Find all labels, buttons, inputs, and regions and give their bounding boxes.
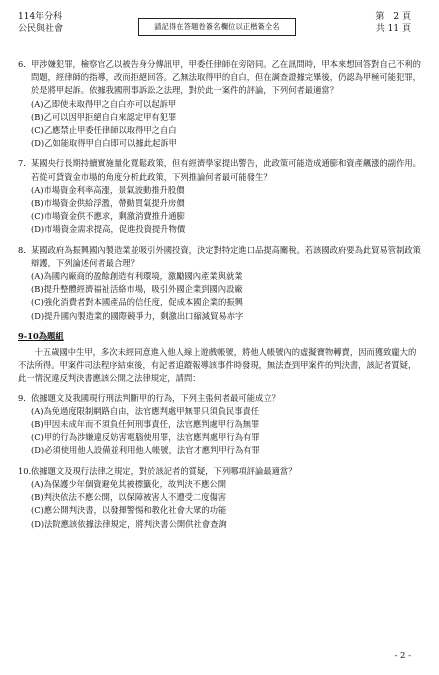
- answer-option: (D)必須使用他人設備並利用他人帳號，法官才應判甲行為有罪: [31, 445, 260, 456]
- group-passage: 十五歲國中生甲，多次未經同意進入他人線上遊戲帳號，將他人帳號內的虛擬寶物轉賣，因而獲致龐大的不法所得。甲案件司法程序結束後，有記者追蹤報導該事件時發現，無法查到甲案件的判決書，該記者質疑，此一情況違反判決書應該公開之法律規定，請問：: [18, 347, 417, 384]
- question: [18, 157, 424, 236]
- answer-option: (C)強化消費者對本國產品的信任度，促成本國企業的振興: [31, 297, 243, 308]
- answer-option: (A)市場資金利率高漲，景氣波動推升股價: [31, 184, 185, 195]
- group-label: 9-10為題組: [18, 330, 64, 341]
- question-stem: [18, 244, 424, 270]
- option-list: [31, 270, 424, 323]
- answer-option: (D)市場資金需求提高，促進投資提升物價: [31, 224, 186, 235]
- question-number: 8.: [18, 244, 26, 255]
- answer-option: (B)判決依法不應公開，以保障被害人不遭受二度傷害: [31, 492, 227, 503]
- question-text: 甲涉嫌犯罪，檢察官乙以被告身分傳訊甲，甲委任律師在旁陪同。乙在訊問時，甲本來想回答對自己不利的問題，經律師的指導，改而拒絕回答。乙無法取得甲的自白，但在調查證據完畢後，仍認為甲極可能犯罪，於是將甲起訴。依據我國刑事訴訟之法理，對於此一案件的評論，下列何者最適當？: [31, 59, 421, 96]
- answer-option: (C)市場資金供不應求，剩激消費推升通膨: [31, 211, 185, 222]
- question-text: 某國央行長期持續實施量化寬鬆政策，但有經濟學家提出警告，此政策可能造成通膨和資產飆漲的副作用。若從可貸資金市場的角度分析此政策，下列推論何者最可能發生？: [31, 158, 421, 182]
- question-stem: [18, 465, 424, 478]
- page-header: [0, 0, 439, 46]
- exam-info: [18, 11, 63, 35]
- answer-option: (A)為免過度限制網路自由，法官應判處甲無罪只須負民事責任: [31, 405, 260, 416]
- question: [18, 244, 424, 323]
- question-stem: [18, 392, 424, 405]
- total-pages: 共 11 頁: [375, 24, 411, 34]
- question-text: 依據題文及我國現行刑法判斷甲的行為，下列主張何者最可能成立？: [31, 392, 280, 403]
- answer-option: (C)甲的行為涉嫌違反妨害電腦使用罪，法官應判處甲行為有罪: [31, 432, 260, 443]
- answer-option: (B)乙可以因甲拒絕自白來認定甲有犯罪: [31, 111, 177, 122]
- option-list: [31, 98, 424, 151]
- question-stem: [18, 157, 424, 183]
- exam-body: [18, 58, 424, 538]
- question-text: 依據題文及現行法律之規定，對於該記者的質疑，下列哪項評論最適當？: [31, 465, 297, 476]
- question-stem: [18, 58, 424, 98]
- option-list: [31, 184, 424, 237]
- answer-option: (B)甲因未成年而不須負任何刑事責任，法官應判處甲行為無罪: [31, 419, 260, 430]
- question: [18, 465, 424, 531]
- question-number: 6.: [18, 59, 26, 69]
- question: [18, 392, 424, 458]
- page-footer: - 2 -: [394, 651, 411, 661]
- option-list: [31, 478, 424, 531]
- page-count: [375, 11, 411, 35]
- answer-option: (A)為國內廠商的盈餘創造有利環境，激勵國內產業與就業: [31, 271, 243, 282]
- answer-option: (B)提升整體經濟福祉活絡市場，吸引外國企業到國內設廠: [31, 284, 243, 295]
- question-number: 9.: [18, 392, 26, 403]
- answer-option: (D)法院應該依據法律規定，將判決書公開供社會查詢: [31, 518, 227, 529]
- page-number: 第 2 頁: [375, 12, 411, 22]
- answer-option: (D)乙如能取得甲自白即可以據此起訴甲: [31, 138, 177, 149]
- signature-notice-box: 請記得在答題卷簽名欄位以正楷簽全名: [138, 18, 296, 36]
- question-text: 某國政府為振興國內製造業並吸引外國投資，決定對特定進口品提高關稅。若該國政府要為此貿易管制政策辯護，下列論述何者最合理？: [31, 244, 421, 268]
- answer-option: (A)乙即使未取得甲之自白亦可以起訴甲: [31, 98, 177, 109]
- question-number: 10.: [18, 465, 32, 476]
- question: [18, 58, 424, 150]
- exam-subject: 公民與社會: [18, 24, 64, 34]
- answer-option: (D)提升國內製造業的國際競爭力，剩激出口縮減貿易赤字: [31, 310, 244, 321]
- question-number: 7.: [18, 158, 26, 169]
- answer-option: (C)乙應禁止甲委任律師以取得甲之自白: [31, 125, 177, 136]
- answer-option: (C)應公開判決書，以發揮警惕和教化社會大眾的功能: [31, 505, 227, 516]
- option-list: [31, 405, 424, 458]
- exam-year: 114年分科: [18, 12, 63, 22]
- answer-option: (B)市場資金供給浮濫，帶動買氣提升房價: [31, 198, 185, 209]
- answer-option: (A)為保護少年個資避免其被標籤化，故判決不應公開: [31, 478, 226, 489]
